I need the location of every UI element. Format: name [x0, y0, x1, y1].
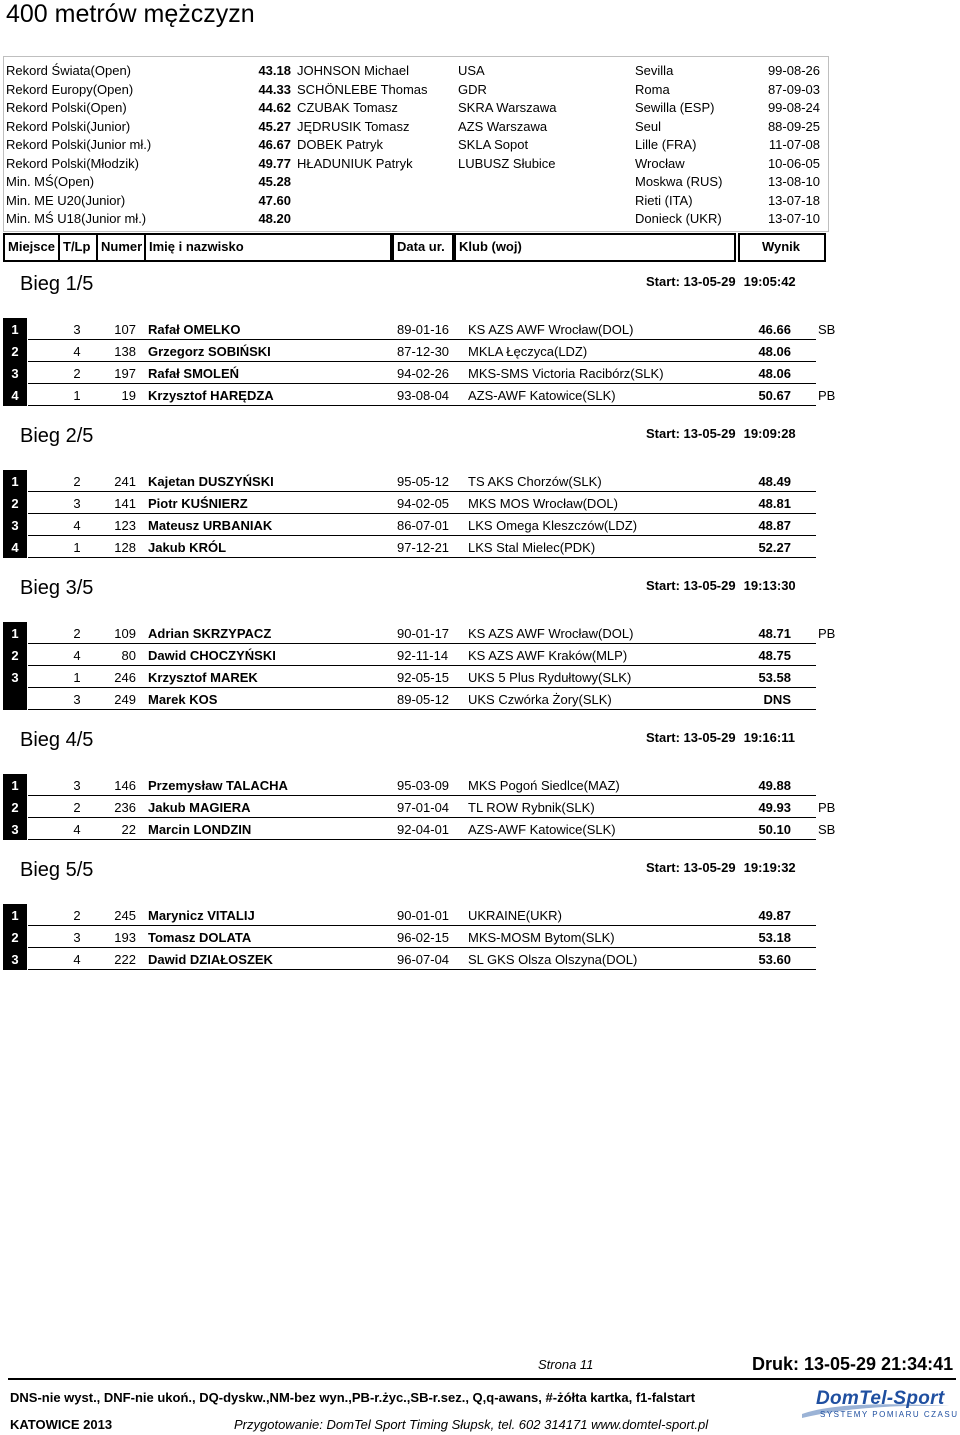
heat-title: Bieg 4/5: [20, 729, 94, 751]
athlete-name: Marynicz VITALIJ: [148, 908, 255, 923]
club: LKS Omega Kleszczów(LDZ): [468, 518, 638, 533]
bib: 197: [114, 366, 136, 381]
table-row: [0, 622, 840, 644]
result: 48.49: [758, 474, 791, 489]
header-lane: T/Lp: [58, 233, 98, 262]
birth-date: 89-01-16: [397, 322, 450, 337]
heat-start-label: Start: 13-05-29: [646, 426, 736, 441]
record-value: 45.27: [258, 118, 291, 134]
record-label: Min. MŚ(Open): [6, 174, 95, 189]
record-value: 49.77: [258, 155, 291, 171]
heat-start: [646, 578, 796, 593]
record-club: SKLA Sopot: [458, 137, 529, 152]
record-date: 13-07-18: [767, 192, 820, 208]
result: 48.87: [758, 518, 791, 533]
record-value: 45.28: [258, 174, 291, 189]
place: 1: [11, 908, 19, 923]
bib: 236: [114, 800, 136, 815]
result: 53.18: [758, 930, 791, 945]
print-timestamp: Druk: 13-05-29 21:34:41: [752, 1354, 954, 1374]
athlete-name: Jakub KRÓL: [148, 540, 227, 555]
record-label: Min. MŚ U18(Junior mł.): [6, 211, 147, 226]
record-place: Roma: [635, 81, 670, 97]
table-row: [0, 644, 840, 666]
birth-date: 87-12-30: [397, 344, 450, 359]
athlete-name: Dawid DZIAŁOSZEK: [148, 952, 273, 967]
birth-date: 89-05-12: [397, 692, 450, 707]
row-divider: [28, 969, 816, 970]
result: 48.71: [758, 626, 791, 641]
lane: 1: [73, 540, 81, 555]
club: SL GKS Olsza Olszyna(DOL): [468, 952, 638, 967]
record-label: Rekord Polski(Młodzik): [6, 155, 139, 171]
result: 48.06: [758, 344, 791, 359]
birth-date: 86-07-01: [397, 518, 450, 533]
record-row: [4, 154, 828, 172]
record-label: Rekord Polski(Junior): [6, 118, 131, 134]
athlete-name: Przemysław TALACHA: [148, 778, 288, 793]
record-date: 13-08-10: [767, 174, 820, 189]
place: 3: [11, 952, 19, 967]
records-table: [3, 56, 829, 232]
record-date: 11-07-08: [768, 137, 820, 152]
place: 1: [11, 778, 19, 793]
result: 48.06: [758, 366, 791, 381]
header-place: Miejsce: [3, 233, 60, 262]
result: 48.81: [758, 496, 791, 511]
table-row: [0, 536, 840, 558]
result: 48.75: [758, 648, 791, 663]
record-label: Rekord Europy(Open): [6, 81, 134, 97]
row-divider: [28, 557, 816, 558]
note: PB: [818, 800, 836, 815]
bib: 19: [121, 388, 136, 403]
result: 49.87: [758, 908, 791, 923]
record-athlete: JOHNSON Michael: [297, 63, 409, 78]
bib: 193: [114, 930, 136, 945]
athlete-name: Tomasz DOLATA: [148, 930, 252, 945]
record-row: [4, 135, 828, 153]
table-row: [0, 688, 840, 710]
record-date: 10-06-05: [767, 155, 820, 171]
lane: 2: [73, 474, 81, 489]
record-place: Sewilla (ESP): [635, 100, 715, 115]
birth-date: 95-05-12: [397, 474, 450, 489]
heat-title: Bieg 3/5: [20, 577, 94, 599]
club: UKRAINE(UKR): [468, 908, 562, 923]
row-divider: [28, 709, 816, 710]
birth-date: 94-02-26: [397, 366, 450, 381]
record-label: Min. ME U20(Junior): [6, 192, 126, 208]
record-club: AZS Warszawa: [458, 118, 548, 134]
lane: 1: [73, 670, 81, 685]
logo-text: DomTel-Sport: [816, 1388, 945, 1409]
prepared-by: Przygotowanie: DomTel Sport Timing Słupsk, tel. 602 314171 www.domtel-sport.pl: [234, 1417, 709, 1432]
table-row: [0, 470, 840, 492]
record-label: Rekord Świata(Open): [6, 63, 131, 78]
birth-date: 90-01-17: [397, 626, 450, 641]
table-row: [0, 362, 840, 384]
record-place: Sevilla: [635, 63, 674, 78]
row-divider: [28, 839, 816, 840]
page-title: 400 metrów mężczyzn: [6, 0, 255, 28]
lane: 3: [73, 930, 81, 945]
record-place: Lille (FRA): [635, 137, 697, 152]
bib: 141: [114, 496, 136, 511]
record-date: 99-08-24: [767, 100, 820, 115]
record-club: LUBUSZ Słubice: [458, 155, 556, 171]
header-dob: Data ur.: [392, 233, 454, 262]
record-date: 88-09-25: [767, 118, 820, 134]
heat-start-time: 19:19:32: [743, 860, 796, 875]
result: 53.58: [758, 670, 791, 685]
note: PB: [818, 388, 836, 403]
birth-date: 93-08-04: [397, 388, 450, 403]
place: 3: [11, 822, 19, 837]
record-row: [4, 80, 828, 98]
athlete-name: Rafał SMOLEŃ: [148, 366, 240, 381]
club: TS AKS Chorzów(SLK): [468, 474, 602, 489]
athlete-name: Dawid CHOCZYŃSKI: [148, 648, 276, 663]
heat-start-time: 19:09:28: [743, 426, 796, 441]
athlete-name: Adrian SKRZYPACZ: [148, 626, 272, 641]
table-row: [0, 926, 840, 948]
lane: 4: [73, 952, 81, 967]
bib: 222: [114, 952, 136, 967]
event-name: KATOWICE 2013: [10, 1417, 113, 1432]
birth-date: 96-07-04: [397, 952, 450, 967]
result: 49.93: [758, 800, 791, 815]
table-row: [0, 384, 840, 406]
place: 2: [11, 930, 19, 945]
athlete-name: Grzegorz SOBIŃSKI: [148, 344, 271, 359]
bib: 128: [114, 540, 136, 555]
record-athlete: HŁADUNIUK Patryk: [297, 155, 413, 171]
record-place: Moskwa (RUS): [635, 174, 723, 189]
lane: 4: [73, 344, 81, 359]
record-club: SKRA Warszawa: [458, 100, 557, 115]
club: UKS 5 Plus Rydułtowy(SLK): [468, 670, 632, 685]
record-place: Donieck (UKR): [635, 211, 722, 226]
lane: 3: [73, 778, 81, 793]
bib: 146: [114, 778, 136, 793]
club: MKS-SMS Victoria Racibórz(SLK): [468, 366, 664, 381]
heat-start-time: 19:13:30: [743, 578, 796, 593]
record-value: 46.67: [258, 137, 291, 152]
place: 3: [11, 366, 19, 381]
place: 2: [11, 800, 19, 815]
record-value: 48.20: [258, 211, 291, 226]
result: 49.88: [758, 778, 791, 793]
athlete-name: Krzysztof MAREK: [148, 670, 258, 685]
record-place: Rieti (ITA): [635, 192, 693, 208]
lane: 2: [73, 908, 81, 923]
place: 2: [11, 496, 19, 511]
bib: 22: [121, 822, 136, 837]
table-row: [0, 774, 840, 796]
record-date: 87-09-03: [767, 81, 820, 97]
record-row: [4, 98, 828, 116]
logo-subtitle: SYSTEMY POMIARU CZASU: [820, 1410, 959, 1419]
header-result: Wynik: [738, 233, 826, 262]
heat-start-label: Start: 13-05-29: [646, 274, 736, 289]
table-row: [0, 666, 840, 688]
note: SB: [818, 822, 836, 837]
athlete-name: Rafał OMELKO: [148, 322, 241, 337]
place: 1: [11, 474, 19, 489]
club: TL ROW Rybnik(SLK): [468, 800, 595, 815]
table-row: [0, 948, 840, 970]
record-club: GDR: [458, 81, 487, 97]
athlete-name: Kajetan DUSZYŃSKI: [148, 474, 274, 489]
record-athlete: SCHÖNLEBE Thomas: [297, 81, 428, 97]
birth-date: 90-01-01: [397, 908, 450, 923]
lane: 2: [73, 800, 81, 815]
birth-date: 94-02-05: [397, 496, 450, 511]
place: 1: [11, 626, 19, 641]
lane: 2: [73, 626, 81, 641]
club: AZS-AWF Katowice(SLK): [468, 388, 616, 403]
record-athlete: CZUBAK Tomasz: [297, 100, 398, 115]
note: SB: [818, 322, 836, 337]
club: MKS Pogoń Siedlce(MAZ): [468, 778, 620, 793]
heat-start-label: Start: 13-05-29: [646, 730, 736, 745]
table-row: [0, 904, 840, 926]
birth-date: 92-04-01: [397, 822, 450, 837]
athlete-name: Krzysztof HARĘDZA: [148, 388, 274, 403]
table-row: [0, 492, 840, 514]
heat-start-time: 19:16:11: [743, 730, 795, 745]
athlete-name: Marek KOS: [148, 692, 218, 707]
record-place: Wrocław: [635, 155, 685, 171]
footer-divider: [8, 1378, 956, 1380]
bib: 245: [114, 908, 136, 923]
table-row: [0, 340, 840, 362]
lane: 2: [73, 366, 81, 381]
bib: 246: [114, 670, 136, 685]
birth-date: 92-05-15: [397, 670, 450, 685]
athlete-name: Mateusz URBANIAK: [148, 518, 273, 533]
record-athlete: DOBEK Patryk: [297, 137, 383, 152]
lane: 3: [73, 496, 81, 511]
record-date: 13-07-10: [767, 211, 820, 226]
lane: 3: [73, 692, 81, 707]
record-row: [4, 117, 828, 135]
header-club: Klub (woj): [454, 233, 736, 262]
row-divider: [28, 405, 816, 406]
record-row: [4, 61, 828, 79]
heat-start-label: Start: 13-05-29: [646, 578, 736, 593]
record-row: [4, 191, 828, 209]
table-row: [0, 318, 840, 340]
place: 1: [11, 322, 19, 337]
record-row: [4, 172, 828, 190]
athlete-name: Piotr KUŚNIERZ: [148, 496, 248, 511]
club: MKLA Łęczyca(LDZ): [468, 344, 588, 359]
record-athlete: JĘDRUSIK Tomasz: [297, 118, 410, 134]
club: KS AZS AWF Wrocław(DOL): [468, 322, 634, 337]
record-value: 44.33: [258, 81, 291, 97]
place: 4: [11, 540, 19, 555]
lane: 3: [73, 322, 81, 337]
lane: 4: [73, 822, 81, 837]
bib: 249: [114, 692, 136, 707]
record-label: Rekord Polski(Junior mł.): [6, 137, 152, 152]
place: 2: [11, 648, 19, 663]
record-value: 44.62: [258, 100, 291, 115]
heat-start: [646, 860, 796, 875]
heat-title: Bieg 5/5: [20, 859, 94, 881]
club: UKS Czwórka Żory(SLK): [468, 692, 612, 707]
record-value: 47.60: [258, 192, 291, 208]
lane: 4: [73, 518, 81, 533]
record-club: USA: [458, 63, 485, 78]
heat-start-label: Start: 13-05-29: [646, 860, 736, 875]
heat-title: Bieg 1/5: [20, 273, 94, 295]
heat-start: [646, 730, 795, 745]
table-row: [0, 514, 840, 536]
heat-title: Bieg 2/5: [20, 425, 94, 447]
club: MKS MOS Wrocław(DOL): [468, 496, 618, 511]
bib: 123: [114, 518, 136, 533]
club: LKS Stal Mielec(PDK): [468, 540, 596, 555]
lane: 1: [73, 388, 81, 403]
birth-date: 96-02-15: [397, 930, 450, 945]
heat-start: [646, 426, 796, 441]
domtel-logo: [800, 1388, 959, 1422]
place: 3: [11, 518, 19, 533]
result: DNS: [763, 692, 791, 707]
club: KS AZS AWF Wrocław(DOL): [468, 626, 634, 641]
club: AZS-AWF Katowice(SLK): [468, 822, 616, 837]
result: 53.60: [758, 952, 791, 967]
lane: 4: [73, 648, 81, 663]
result: 50.67: [758, 388, 791, 403]
club: KS AZS AWF Kraków(MLP): [468, 648, 628, 663]
place: 4: [11, 388, 19, 403]
bib: 138: [114, 344, 136, 359]
heat-start-time: 19:05:42: [743, 274, 796, 289]
club: MKS-MOSM Bytom(SLK): [468, 930, 615, 945]
result: 50.10: [758, 822, 791, 837]
bib: 80: [121, 648, 136, 663]
athlete-name: Jakub MAGIERA: [148, 800, 251, 815]
bib: 107: [114, 322, 136, 337]
footer-legend: DNS-nie wyst., DNF-nie ukoń., DQ-dyskw.,NM-bez wyn.,PB-r.życ.,SB-r.sez., Q,q-awans, #-żółta kartka, f1-falstart: [10, 1390, 696, 1405]
record-label: Rekord Polski(Open): [6, 100, 127, 115]
header-bib: Numer: [96, 233, 146, 262]
record-date: 99-08-26: [767, 63, 820, 78]
result: 46.66: [758, 322, 791, 337]
record-place: Seul: [635, 118, 662, 134]
birth-date: 92-11-14: [397, 648, 449, 663]
header-name: Imię i nazwisko: [144, 233, 392, 262]
bib: 241: [114, 474, 136, 489]
note: PB: [818, 626, 836, 641]
place: 2: [11, 344, 19, 359]
athlete-name: Marcin LONDZIN: [148, 822, 252, 837]
birth-date: 97-01-04: [397, 800, 450, 815]
birth-date: 97-12-21: [397, 540, 450, 555]
record-row: [4, 209, 828, 227]
heat-start: [646, 274, 796, 289]
bib: 109: [114, 626, 136, 641]
result: 52.27: [758, 540, 791, 555]
birth-date: 95-03-09: [397, 778, 450, 793]
record-value: 43.18: [258, 63, 291, 78]
table-row: [0, 818, 840, 840]
page-number: Strona 11: [538, 1357, 594, 1372]
table-row: [0, 796, 840, 818]
place: 3: [11, 670, 19, 685]
